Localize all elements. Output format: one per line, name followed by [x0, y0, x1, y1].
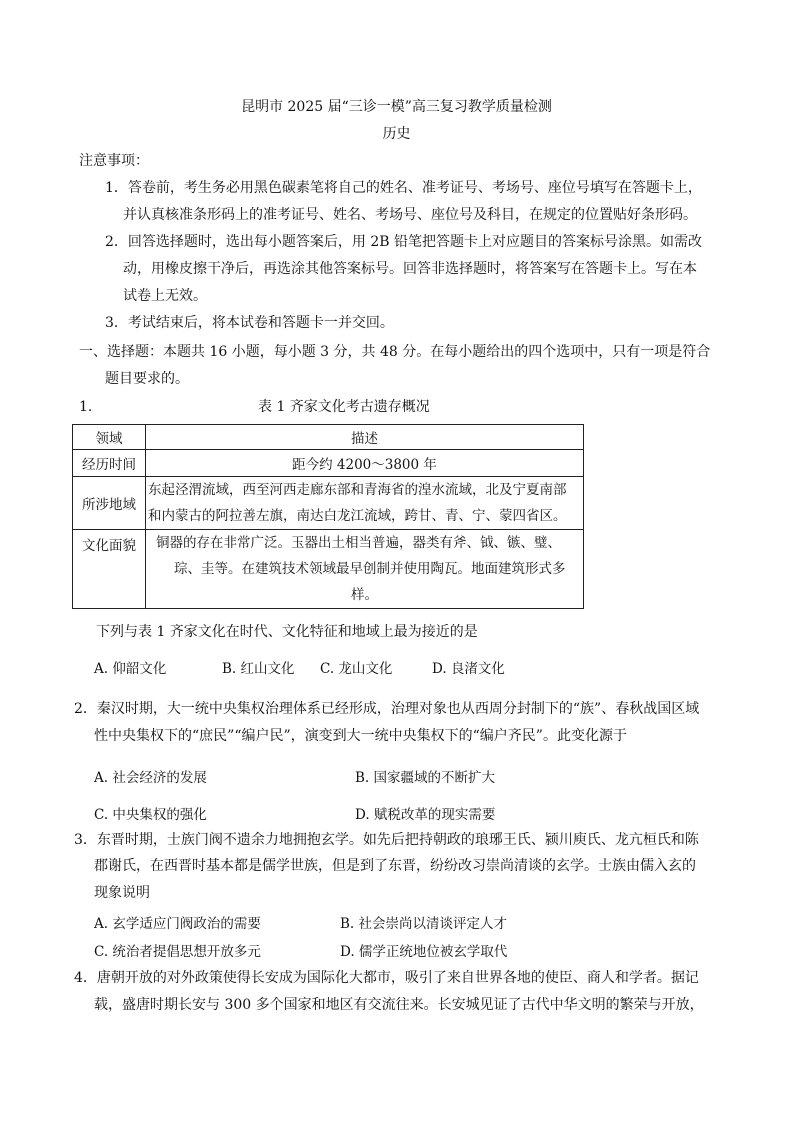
notice-line: 1．答卷前，考生务必用黑色碳素笔将自己的姓名、准考证号、考场号、座位号填写在答题卡上， — [105, 180, 702, 196]
notice-line: 并认真核准条形码上的准考证号、姓名、考场号、座位号及科目，在规定的位置贴好条形码。 — [123, 207, 697, 223]
question-stem-2-cont: 性中央集权下的“庶民”“编户民”，演变到大一统中央集权下的“编户齐民”。此变化源于 — [94, 728, 627, 744]
table-header-cell: 描述 — [146, 425, 584, 450]
table-row — [73, 530, 584, 609]
table-caption: 表 1 齐家文化考古遗存概况 — [258, 399, 430, 415]
option-b[interactable]: B. 国家疆域的不断扩大 — [355, 770, 496, 786]
option-a[interactable]: A. 玄学适应门阀政治的需要 — [94, 916, 261, 932]
section-heading-cont: 题目要求的。 — [105, 371, 189, 387]
desc-line: 琮、圭等。在建筑技术领域最早创制并使用陶瓦。地面建筑形式多 — [174, 561, 566, 577]
table-cell-field: 文化面貌 — [73, 530, 146, 609]
table-header-row — [73, 425, 584, 450]
question-stem-3-cont: 郡谢氏，在西晋时基本都是儒学世族，但是到了东晋，纷纷改习崇尚清谈的玄学。士族由儒入玄的 — [94, 858, 696, 874]
option-b[interactable]: B. 社会崇尚以清谈评定人才 — [340, 916, 508, 932]
option-d[interactable]: D. 儒学正统地位被玄学取代 — [340, 944, 508, 960]
question-stem-2: 2．秦汉时期，大一统中央集权治理体系已经形成，治理对象也从西周分封制下的“族”、春秋战国区域 — [74, 701, 700, 717]
table-cell-desc — [146, 530, 584, 609]
table-header-cell: 领域 — [73, 425, 146, 450]
option-c[interactable]: C. 中央集权的强化 — [94, 807, 207, 823]
notice-line: 2．回答选择题时，选出每小题答案后，用 2B 铅笔把答题卡上对应题目的答案标号涂黑。如需改 — [105, 234, 703, 250]
desc-line: 铜器的存在非常广泛。玉器出土相当普遍，器类有斧、钺、镞、璧、 — [156, 535, 561, 551]
option-c[interactable]: C. 龙山文化 — [320, 661, 393, 677]
notice-line: 动，用橡皮擦干净后，再选涂其他答案标号。回答非选择题时，将答案写在答题卡上。写在本 — [123, 261, 697, 277]
table-cell-desc: 距今约 4200～3800 年 — [146, 450, 584, 477]
option-a[interactable]: A. 仰韶文化 — [94, 661, 167, 677]
table-qijia-culture — [72, 424, 584, 609]
desc-line: 样。 — [351, 587, 378, 603]
table-cell-field: 经历时间 — [73, 450, 146, 477]
desc-line: 东起泾渭流域，西至河西走廊东部和青海省的湟水流域，北及宁夏南部 — [148, 482, 567, 498]
table-cell-field: 所涉地域 — [73, 477, 146, 530]
option-a[interactable]: A. 社会经济的发展 — [94, 770, 207, 786]
section-heading: 一、选择题：本题共 16 小题，每小题 3 分，共 48 分。在每小题给出的四个选项中，只有一项是符合 — [79, 344, 711, 360]
table-row — [73, 450, 584, 477]
notice-line: 3．考试结束后，将本试卷和答题卡一并交回。 — [105, 315, 394, 331]
question-stem-4: 4．唐朝开放的对外政策使得长安成为国际化大都市，吸引了来自世界各地的使臣、商人和学者。据记 — [74, 970, 699, 986]
notice-heading: 注意事项： — [79, 153, 149, 169]
question-stem-4-cont: 载，盛唐时期长安与 300 多个国家和地区有交流往来。长安城见证了古代中华文明的繁荣与开放， — [94, 997, 704, 1013]
option-b[interactable]: B. 红山文化 — [222, 661, 295, 677]
subject-title: 历史 — [382, 126, 411, 142]
table-cell-desc — [146, 477, 584, 530]
question-stem-3-cont: 现象说明 — [94, 885, 150, 901]
question-stem-3: 3．东晋时期，士族门阀不遗余力地拥抱玄学。如先后把持朝政的琅琊王氏、颍川庾氏、龙亢桓氏和陈 — [74, 832, 699, 848]
question-number-1: 1. — [79, 399, 93, 415]
option-c[interactable]: C. 统治者提倡思想开放多元 — [94, 944, 261, 960]
option-d[interactable]: D. 赋税改革的现实需要 — [355, 807, 496, 823]
notice-line: 试卷上无效。 — [123, 288, 207, 304]
desc-line: 和内蒙古的阿拉善左旗，南达白龙江流域，跨甘、青、宁、蒙四省区。 — [148, 508, 567, 524]
exam-title: 昆明市 2025 届“三诊一模”高三复习教学质量检测 — [241, 99, 552, 115]
question-stem-1: 下列与表 1 齐家文化在时代、文化特征和地域上最为接近的是 — [96, 624, 478, 640]
option-d[interactable]: D. 良渚文化 — [432, 661, 505, 677]
table-row — [73, 477, 584, 530]
